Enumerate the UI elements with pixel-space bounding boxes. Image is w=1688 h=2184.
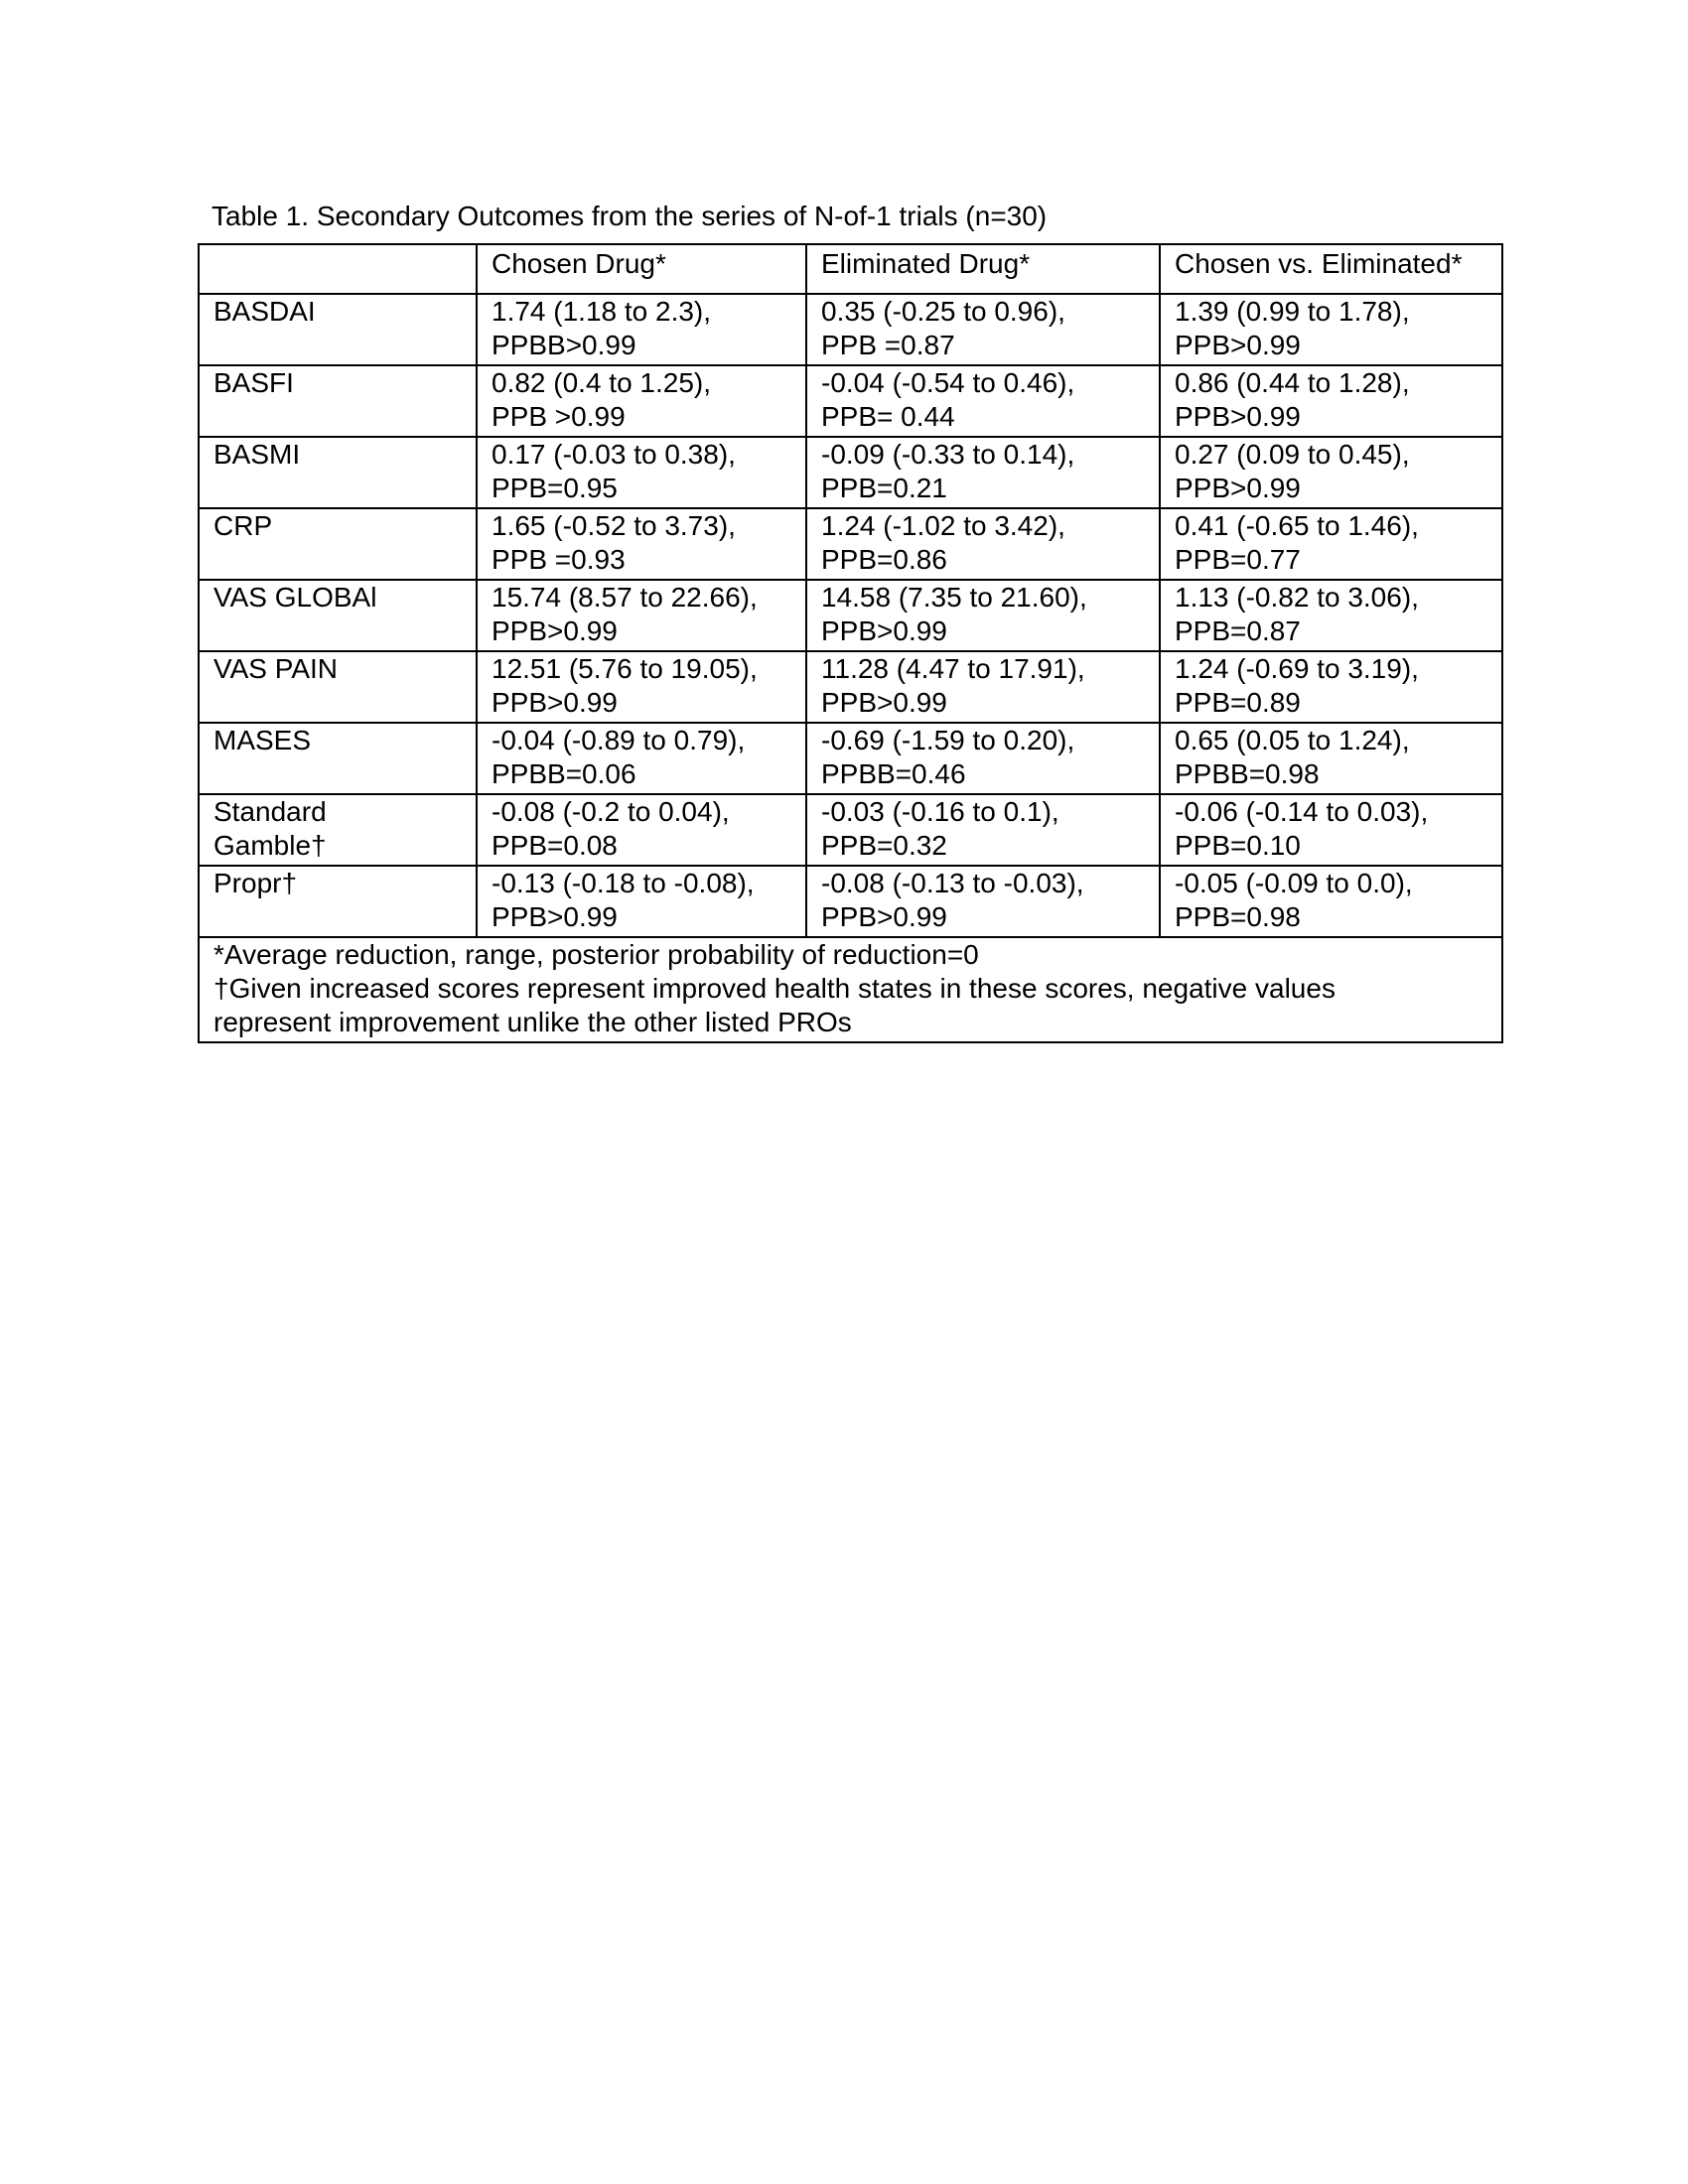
table-row [199, 651, 1502, 723]
cell-text-line: BASMI [213, 439, 301, 470]
cell-text-line: Gamble† [213, 830, 327, 861]
chosen-drug-cell [477, 437, 806, 508]
cell-text-line: PPB= 0.44 [821, 401, 955, 432]
table-row [199, 866, 1502, 937]
chosen-drug-cell [477, 365, 806, 437]
row-label-cell [199, 508, 477, 580]
footnote-dagger-continued: represent improvement unlike the other listed PROs [213, 1007, 852, 1037]
cell-text-line: PPB=0.21 [821, 473, 947, 503]
header-cell-chosen-drug: Chosen Drug* [477, 244, 806, 294]
eliminated-drug-cell [806, 365, 1160, 437]
eliminated-drug-cell [806, 723, 1160, 794]
chosen-vs-eliminated-cell [1160, 508, 1502, 580]
cell-text-line: PPB=0.08 [492, 830, 618, 861]
table-row [199, 365, 1502, 437]
cell-text-line: PPB >0.99 [492, 401, 626, 432]
chosen-vs-eliminated-cell [1160, 294, 1502, 365]
chosen-drug-cell [477, 723, 806, 794]
table-row [199, 508, 1502, 580]
cell-text-line: PPB>0.99 [492, 901, 618, 932]
cell-text-line: -0.04 (-0.89 to 0.79), [492, 725, 746, 755]
cell-text-line: CRP [213, 510, 273, 541]
eliminated-drug-cell [806, 294, 1160, 365]
cell-text-line: PPB=0.89 [1175, 687, 1301, 718]
table-row [199, 723, 1502, 794]
cell-text-line: 1.24 (-1.02 to 3.42), [821, 510, 1065, 541]
cell-text-line: -0.04 (-0.54 to 0.46), [821, 367, 1075, 398]
chosen-vs-eliminated-cell [1160, 723, 1502, 794]
cell-text-line: PPB=0.87 [1175, 615, 1301, 646]
cell-text-line: VAS PAIN [213, 653, 339, 684]
chosen-drug-cell [477, 294, 806, 365]
cell-text-line: 0.17 (-0.03 to 0.38), [492, 439, 736, 470]
cell-text-line: PPB=0.10 [1175, 830, 1301, 861]
cell-text-line: MASES [213, 725, 312, 755]
chosen-drug-cell [477, 651, 806, 723]
footnote-row [199, 937, 1502, 1042]
table-body [199, 294, 1502, 937]
eliminated-drug-cell [806, 580, 1160, 651]
header-cell-eliminated-drug: Eliminated Drug* [806, 244, 1160, 294]
table-row [199, 580, 1502, 651]
cell-text-line: VAS GLOBAl [213, 582, 377, 613]
cell-text-line: -0.06 (-0.14 to 0.03), [1175, 796, 1429, 827]
cell-text-line: -0.05 (-0.09 to 0.0), [1175, 868, 1413, 898]
secondary-outcomes-table [198, 243, 1503, 1043]
chosen-drug-cell [477, 508, 806, 580]
table-row [199, 794, 1502, 866]
cell-text-line: PPB>0.99 [1175, 473, 1301, 503]
cell-text-line: PPB>0.99 [492, 687, 618, 718]
cell-text-line: PPB=0.86 [821, 544, 947, 575]
cell-text-line: PPB>0.99 [821, 687, 947, 718]
cell-text-line: PPB=0.98 [1175, 901, 1301, 932]
cell-text-line: 11.28 (4.47 to 17.91), [821, 653, 1085, 684]
eliminated-drug-cell [806, 508, 1160, 580]
cell-text-line: PPB=0.77 [1175, 544, 1301, 575]
cell-text-line: PPBB=0.46 [821, 758, 966, 789]
cell-text-line: PPB=0.95 [492, 473, 618, 503]
cell-text-line: PPB>0.99 [1175, 330, 1301, 360]
cell-text-line: 0.86 (0.44 to 1.28), [1175, 367, 1410, 398]
table-row [199, 294, 1502, 365]
row-label-cell [199, 580, 477, 651]
cell-text-line: 0.82 (0.4 to 1.25), [492, 367, 712, 398]
cell-text-line: 0.65 (0.05 to 1.24), [1175, 725, 1410, 755]
cell-text-line: 0.27 (0.09 to 0.45), [1175, 439, 1410, 470]
cell-text-line: PPB=0.32 [821, 830, 947, 861]
cell-text-line: PPB =0.93 [492, 544, 626, 575]
row-label-cell [199, 866, 477, 937]
chosen-vs-eliminated-cell [1160, 794, 1502, 866]
eliminated-drug-cell [806, 437, 1160, 508]
cell-text-line: 0.41 (-0.65 to 1.46), [1175, 510, 1419, 541]
header-row [199, 244, 1502, 294]
footnote-dagger: †Given increased scores represent improved health states in these scores, negative values [213, 973, 1336, 1004]
cell-text-line: PPBB=0.98 [1175, 758, 1320, 789]
eliminated-drug-cell [806, 866, 1160, 937]
chosen-vs-eliminated-cell [1160, 580, 1502, 651]
cell-text-line: 15.74 (8.57 to 22.66), [492, 582, 758, 613]
chosen-vs-eliminated-cell [1160, 866, 1502, 937]
table-caption: Table 1. Secondary Outcomes from the series of N-of-1 trials (n=30) [211, 201, 1048, 231]
row-label-cell [199, 794, 477, 866]
table-row [199, 437, 1502, 508]
chosen-drug-cell [477, 866, 806, 937]
eliminated-drug-cell [806, 794, 1160, 866]
chosen-vs-eliminated-cell [1160, 651, 1502, 723]
row-label-cell [199, 365, 477, 437]
cell-text-line: PPB>0.99 [1175, 401, 1301, 432]
cell-text-line: BASDAI [213, 296, 316, 327]
cell-text-line: -0.69 (-1.59 to 0.20), [821, 725, 1075, 755]
cell-text-line: Standard [213, 796, 327, 827]
cell-text-line: PPB>0.99 [492, 615, 618, 646]
cell-text-line: 1.65 (-0.52 to 3.73), [492, 510, 736, 541]
chosen-vs-eliminated-cell [1160, 365, 1502, 437]
header-cell-empty [199, 244, 477, 294]
cell-text-line: PPBB=0.06 [492, 758, 636, 789]
cell-text-line: -0.08 (-0.2 to 0.04), [492, 796, 730, 827]
cell-text-line: -0.08 (-0.13 to -0.03), [821, 868, 1084, 898]
chosen-drug-cell [477, 580, 806, 651]
row-label-cell [199, 723, 477, 794]
eliminated-drug-cell [806, 651, 1160, 723]
cell-text-line: 12.51 (5.76 to 19.05), [492, 653, 758, 684]
cell-text-line: 1.74 (1.18 to 2.3), [492, 296, 712, 327]
row-label-cell [199, 294, 477, 365]
cell-text-line: -0.13 (-0.18 to -0.08), [492, 868, 755, 898]
cell-text-line: 1.13 (-0.82 to 3.06), [1175, 582, 1419, 613]
footnote-asterisk: *Average reduction, range, posterior probability of reduction=0 [213, 939, 979, 970]
cell-text-line: 1.24 (-0.69 to 3.19), [1175, 653, 1419, 684]
cell-text-line: PPB>0.99 [821, 901, 947, 932]
cell-text-line: Propr† [213, 868, 298, 898]
cell-text-line: BASFI [213, 367, 294, 398]
cell-text-line: PPBB>0.99 [492, 330, 636, 360]
cell-text-line: -0.03 (-0.16 to 0.1), [821, 796, 1059, 827]
footnote-cell [199, 937, 1502, 1042]
chosen-vs-eliminated-cell [1160, 437, 1502, 508]
cell-text-line: PPB =0.87 [821, 330, 955, 360]
cell-text-line: 0.35 (-0.25 to 0.96), [821, 296, 1065, 327]
cell-text-line: 14.58 (7.35 to 21.60), [821, 582, 1087, 613]
cell-text-line: -0.09 (-0.33 to 0.14), [821, 439, 1075, 470]
row-label-cell [199, 651, 477, 723]
cell-text-line: 1.39 (0.99 to 1.78), [1175, 296, 1410, 327]
cell-text-line: PPB>0.99 [821, 615, 947, 646]
row-label-cell [199, 437, 477, 508]
chosen-drug-cell [477, 794, 806, 866]
header-cell-chosen-vs-eliminated: Chosen vs. Eliminated* [1160, 244, 1502, 294]
